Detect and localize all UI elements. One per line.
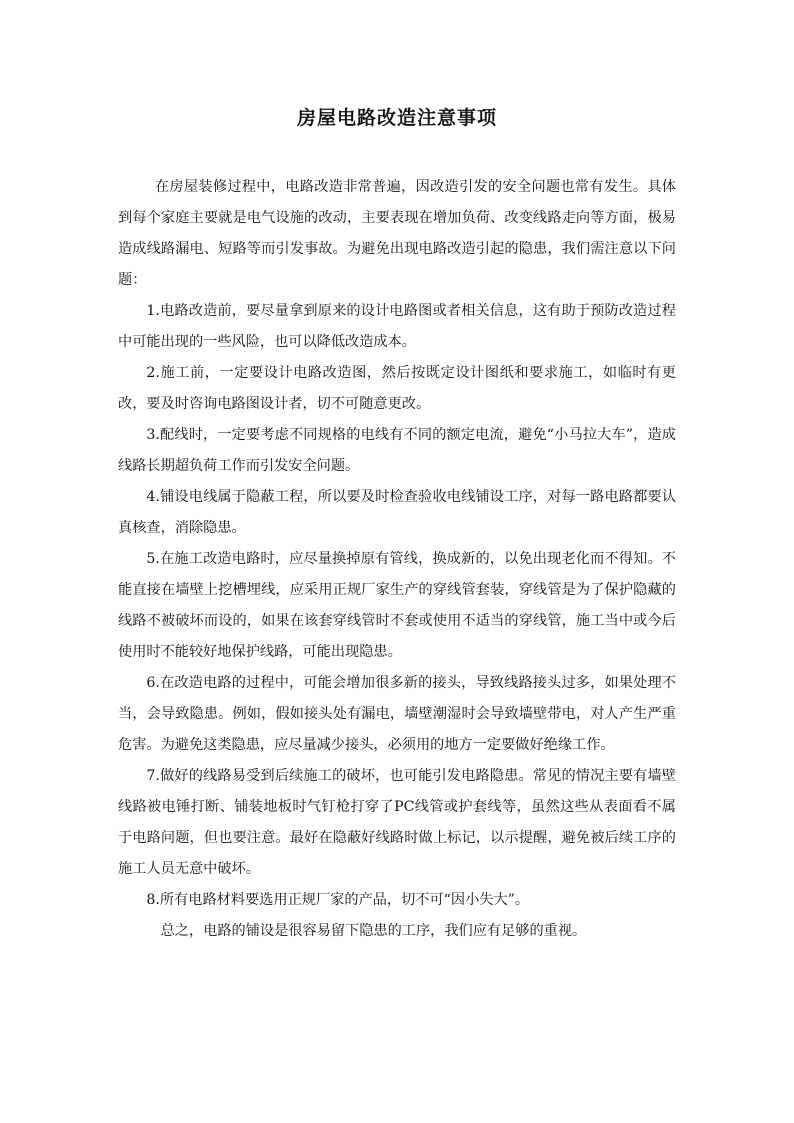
document-title: 房屋电路改造注意事项	[296, 107, 497, 129]
item-paragraph-8: 8.所有电路材料要选用正规厂家的产品，切不可“因小失大”。	[146, 892, 530, 908]
conclusion-paragraph: 总之，电路的铺设是很容易留下隐患的工序，我们应有足够的重视。	[160, 923, 587, 939]
item-paragraph-7: 7.做好的线路易受到后续施工的破坏，也可能引发电路隐患。常见的情况主要有墙壁线路被电锤打断、铺装地板时气钉枪打穿了PC线管或护套线等，虽然这些从表面看不属于电路问题，但也要注意。最好在隐蔽好线路时做上标记，以示提醒，避免被后续工序的施工人员无意中破坏。	[118, 768, 676, 877]
item-paragraph-6: 6.在改造电路的过程中，可能会增加很多新的接头，导致线路接头过多，如果处理不当，会导致隐患。例如，假如接头处有漏电，墙壁潮湿时会导致墙壁带电，对人产生严重危害。为避免这类隐患，应尽量减少接头，必须用的地方一定要做好绝缘工作。	[118, 675, 676, 753]
item-paragraph-5: 5.在施工改造电路时，应尽量换掉原有管线，换成新的，以免出现老化而不得知。不能直接在墙壁上挖槽埋线，应采用正规厂家生产的穿线管套装，穿线管是为了保护隐藏的线路不被破坏而设的，如果在该套穿线管时不套或使用不适当的穿线管，施工当中或今后使用时不能较好地保护线路，可能出现隐患。	[118, 551, 676, 660]
item-paragraph-3: 3.配线时，一定要考虑不同规格的电线有不同的额定电流，避免“小马拉大车”，造成线路长期超负荷工作而引发安全问题。	[118, 427, 676, 474]
document-body	[118, 172, 676, 947]
item-paragraph-4: 4.铺设电线属于隐蔽工程，所以要及时检查验收电线铺设工序，对每一路电路都要认真核查，消除隐患。	[118, 489, 676, 536]
item-paragraph-2: 2.施工前，一定要设计电路改造图，然后按既定设计图纸和要求施工，如临时有更改，要及时咨询电路图设计者，切不可随意更改。	[118, 365, 676, 412]
intro-paragraph: 在房屋装修过程中，电路改造非常普遍，因改造引发的安全问题也常有发生。具体到每个家庭主要就是电气设施的改动，主要表现在增加负荷、改变线路走向等方面，极易造成线路漏电、短路等而引发事故。为避免出现电路改造引起的隐患，我们需注意以下问题：	[118, 179, 676, 288]
item-paragraph-1: 1.电路改造前，要尽量拿到原来的设计电路图或者相关信息，这有助于预防改造过程中可能出现的一些风险，也可以降低改造成本。	[118, 303, 676, 350]
